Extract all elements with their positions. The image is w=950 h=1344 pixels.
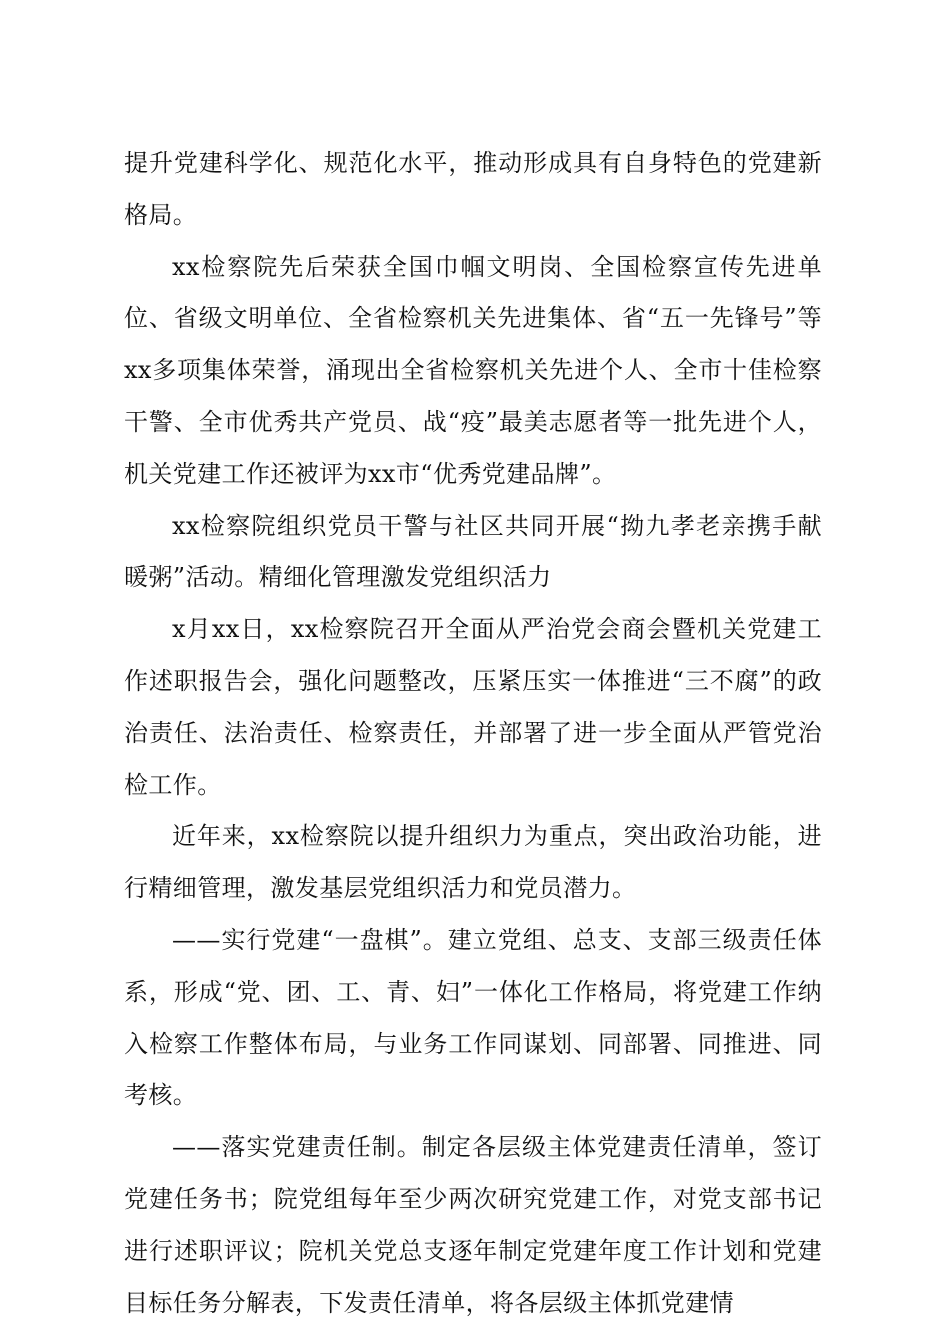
- paragraph-responsibility-system: ——落实党建责任制。制定各层级主体党建责任清单，签订党建任务书；院党组每年至少两次研究党建工作，对党支部书记进行述职评议；院机关党总支逐年制定党建年度工作计划和党建目标任务分解表，下发责任清单，将各层级主体抓党建情: [124, 1133, 822, 1317]
- paragraph-meeting: x月xx日，xx检察院召开全面从严治党会商会暨机关党建工作述职报告会，强化问题整改，压紧压实一体推进“三不腐”的政治责任、法治责任、检察责任，并部署了进一步全面从严管党治检工作。: [124, 615, 822, 799]
- paragraph-honors: xx检察院先后荣获全国巾帼文明岗、全国检察宣传先进单位、省级文明单位、全省检察机关先进集体、省“五一先锋号”等xx多项集体荣誉，涌现出全省检察机关先进个人、全市十佳检察干警、全市优秀共产党员、战“疫”最美志愿者等一批先进个人，机关党建工作还被评为xx市“优秀党建品牌”。: [124, 252, 822, 488]
- paragraph-community-activity: xx检察院组织党员干警与社区共同开展“拗九孝老亲携手献暖粥”活动。精细化管理激发党组织活力: [124, 511, 822, 592]
- paragraph-unified-party-building: ——实行党建“一盘棋”。建立党组、总支、支部三级责任体系，形成“党、团、工、青、妇”一体化工作格局，将党建工作纳入检察工作整体布局，与业务工作同谋划、同部署、同推进、同考核。: [124, 925, 822, 1110]
- paragraph-organization: 近年来，xx检察院以提升组织力为重点，突出政治功能，进行精细管理，激发基层党组织活力和党员潜力。: [124, 822, 822, 903]
- paragraph-continuation: 提升党建科学化、规范化水平，推动形成具有自身特色的党建新格局。: [124, 149, 822, 229]
- document-body: [124, 138, 822, 1329]
